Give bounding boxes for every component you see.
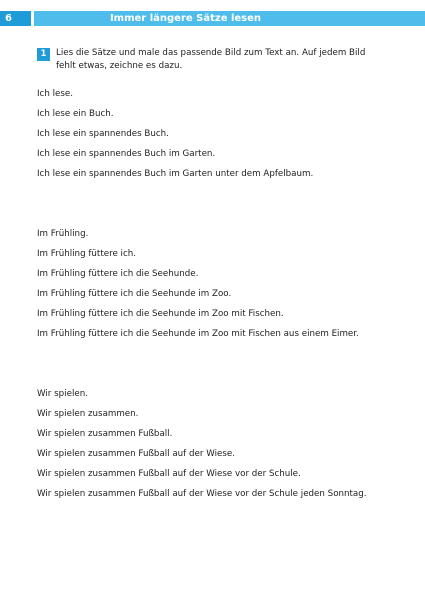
- sentence-line: Im Frühling füttere ich.: [37, 249, 137, 259]
- sentence-group-reading: [37, 84, 313, 184]
- sentence-line: Wir spielen zusammen Fußball auf der Wiese vor der Schule.: [37, 469, 301, 479]
- sentence-line: Im Frühling füttere ich die Seehunde im Zoo.: [37, 289, 232, 299]
- sentence-line: Im Frühling.: [37, 229, 89, 239]
- instruction-line: fehlt etwas, zeichne es dazu.: [56, 61, 183, 71]
- sentence-line: Wir spielen zusammen.: [37, 409, 139, 419]
- sentence-line: Im Frühling füttere ich die Seehunde im Zoo mit Fischen aus einem Eimer.: [37, 329, 359, 339]
- sentence-line: Wir spielen zusammen Fußball auf der Wiese.: [37, 449, 235, 459]
- sentence-line: Wir spielen zusammen Fußball auf der Wiese vor der Schule jeden Sonntag.: [37, 489, 367, 499]
- sentence-line: Im Frühling füttere ich die Seehunde.: [37, 269, 199, 279]
- task-instruction-text: [56, 47, 365, 73]
- sentence-line: Ich lese ein Buch.: [37, 109, 114, 119]
- header-bar: [0, 11, 425, 26]
- sentence-line: Ich lese.: [37, 89, 73, 99]
- page-number: 6: [0, 11, 31, 26]
- sentence-line: Im Frühling füttere ich die Seehunde im Zoo mit Fischen.: [37, 309, 284, 319]
- sentence-group-spring: [37, 224, 359, 344]
- task-instruction: [37, 47, 397, 73]
- instruction-line: Lies die Sätze und male das passende Bild zum Text an. Auf jedem Bild: [56, 48, 366, 58]
- sentence-line: Ich lese ein spannendes Buch im Garten.: [37, 149, 216, 159]
- header-title-bar: [34, 11, 425, 26]
- sentence-line: Ich lese ein spannendes Buch im Garten unter dem Apfelbaum.: [37, 169, 314, 179]
- sentence-line: Wir spielen.: [37, 389, 88, 399]
- sentence-group-football: [37, 384, 367, 504]
- sentence-line: Wir spielen zusammen Fußball.: [37, 429, 173, 439]
- page-title: Immer längere Sätze lesen: [109, 13, 262, 24]
- sentence-line: Ich lese ein spannendes Buch.: [37, 129, 169, 139]
- task-number-badge: 1: [37, 48, 50, 61]
